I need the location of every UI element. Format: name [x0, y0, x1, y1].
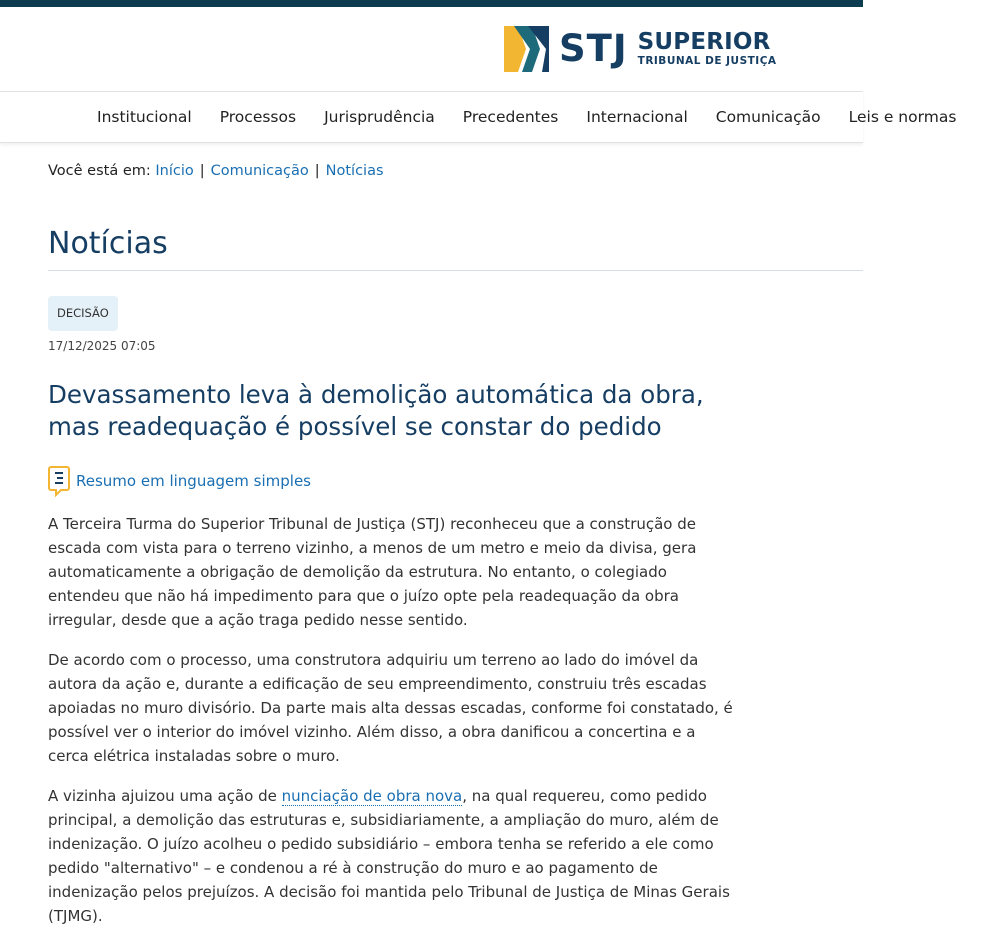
article-paragraph-3: [48, 784, 738, 928]
nav-item-institucional[interactable]: Institucional: [97, 108, 192, 126]
main-nav: [0, 91, 957, 143]
paragraph-3-text-before: A vizinha ajuizou uma ação de: [48, 787, 282, 805]
document-summary-icon: [48, 466, 70, 496]
nunciacao-link[interactable]: nunciação de obra nova: [281, 787, 463, 805]
simple-summary[interactable]: [48, 466, 311, 496]
breadcrumb-separator: |: [199, 163, 205, 179]
paragraph-3-text-after: , na qual requereu, como pedido principal, a demolição das estruturas e, subsidiariamente, a ampliação do muro, além de indenização. O juízo acolheu o pedido subsidiário – embora tenha se referido a ele como pedido "alternativo" – e condenou a ré à construção do muro e ao pagamento de indenização pelos prejuízos. A decisão foi mantida pelo Tribunal de Justiça de Minas Gerais (TJMG).: [48, 787, 730, 925]
nav-item-jurisprudencia[interactable]: Jurisprudência: [324, 108, 435, 126]
nav-item-leis-e-normas[interactable]: Leis e normas: [848, 108, 957, 126]
title-divider: [48, 270, 863, 271]
breadcrumb-prefix: Você está em:: [48, 163, 151, 179]
breadcrumb-comunicacao[interactable]: Comunicação: [210, 163, 309, 179]
category-badge[interactable]: DECISÃO: [48, 296, 118, 331]
nav-list: [97, 92, 984, 142]
top-bar: [0, 0, 863, 7]
logo-name-line1: SUPERIOR: [637, 29, 771, 56]
nav-item-precedentes[interactable]: Precedentes: [462, 108, 559, 126]
logo-abbr: STJ: [559, 27, 628, 70]
nav-item-internacional[interactable]: Internacional: [586, 108, 688, 126]
stj-logo-mark-icon: [504, 26, 549, 72]
stj-logo[interactable]: [504, 26, 777, 72]
breadcrumb: [48, 163, 384, 179]
article-body: [48, 512, 738, 944]
breadcrumb-separator: |: [314, 163, 320, 179]
nav-item-processos[interactable]: Processos: [219, 108, 297, 126]
article-paragraph-2: De acordo com o processo, uma construtora adquiriu um terreno ao lado do imóvel da autora da ação e, durante a edificação de seu empreendimento, construiu três escadas apoiadas no muro divisório. Da parte mais alta dessas escadas, conforme foi constatado, é possível ver o interior do imóvel vizinho. Além disso, a obra danificou a concertina e a cerca elétrica instaladas sobre o muro.: [48, 651, 733, 765]
article-date: 17/12/2025 07:05: [48, 339, 156, 353]
breadcrumb-noticias[interactable]: Notícias: [325, 163, 384, 179]
breadcrumb-inicio[interactable]: Início: [155, 163, 194, 179]
nav-item-comunicacao[interactable]: Comunicação: [715, 108, 821, 126]
article-headline: Devassamento leva à demolição automática da obra, mas readequação é possível se constar do pedido: [48, 380, 704, 441]
page-title: Notícias: [48, 226, 168, 261]
logo-name: [638, 31, 777, 67]
logo-name-line2: TRIBUNAL DE JUSTIÇA: [637, 55, 777, 68]
site-header: [0, 7, 863, 91]
simple-summary-link[interactable]: Resumo em linguagem simples: [76, 472, 311, 490]
article-paragraph-1: A Terceira Turma do Superior Tribunal de Justiça (STJ) reconheceu que a construção de escada com vista para o terreno vizinho, a menos de um metro e meio da divisa, gera automaticamente a obrigação de demolição da estrutura. No entanto, o colegiado entendeu que não há impedimento para que o juízo opte pela readequação da obra irregular, desde que a ação traga pedido nesse sentido.: [48, 515, 697, 629]
